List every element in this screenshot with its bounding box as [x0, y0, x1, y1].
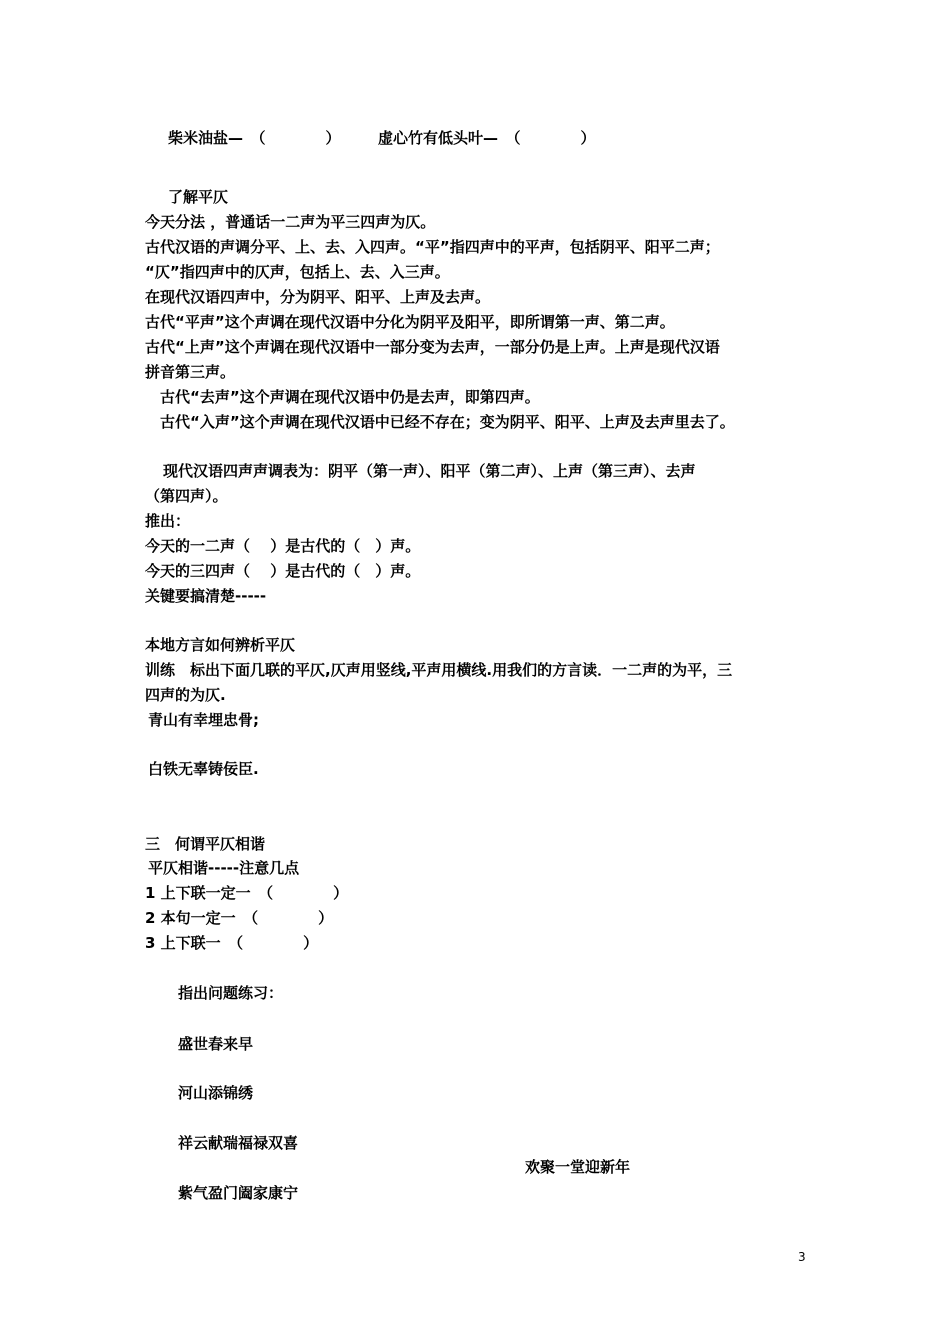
text-line: 古代“平声”这个声调在现代汉语中分化为阴平及阳平，即所谓第一声、第二声。	[145, 313, 675, 331]
fill-blank-line: 今天的三四声（ ）是古代的（ ）声。	[145, 562, 421, 580]
couplet-line: 河山添锦绣	[178, 1084, 254, 1102]
couplet-line: 欢聚一堂迎新年	[525, 1158, 631, 1176]
text-line: 现代汉语四声声调表为：阴平（第一声）、阳平（第二声）、上声（第三声）、去声	[163, 462, 696, 480]
page-number: 3	[798, 1250, 806, 1264]
section-heading-pingze: 了解平仄	[168, 188, 229, 206]
section-heading-harmony: 三 何谓平仄相谐	[145, 835, 266, 853]
fill-blank-line: 3 上下联一 （ ）	[145, 934, 319, 952]
text-line: 关键要搞清楚-----	[145, 587, 267, 605]
text-line: 拼音第三声。	[145, 363, 236, 381]
text-line: 古代“入声”这个声调在现代汉语中已经不存在；变为阴平、阳平、上声及去声里去了。	[160, 413, 735, 431]
couplet-line: 祥云献瑞福禄双喜	[178, 1134, 299, 1152]
couplet-line: 紫气盈门阖家康宁	[178, 1184, 299, 1202]
text-line: 推出：	[145, 512, 191, 530]
text-line: 古代汉语的声调分平、上、去、入四声。“平”指四声中的平声，包括阴平、阳平二声；	[145, 238, 720, 256]
text-line: 在现代汉语四声中，分为阴平、阳平、上声及去声。	[145, 288, 491, 306]
text-line: 古代“去声”这个声调在现代汉语中仍是去声，即第四声。	[160, 388, 540, 406]
text-line: 训练 标出下面几联的平仄,仄声用竖线,平声用横线.用我们的方言读．一二声的为平，三	[145, 661, 733, 679]
text-line: 平仄相谐-----注意几点	[148, 859, 300, 877]
text-line: “仄”指四声中的仄声，包括上、去、入三声。	[145, 263, 450, 281]
fill-blank-line: 今天的一二声（ ）是古代的（ ）声。	[145, 537, 421, 555]
fill-blank-line: 2 本句一定一 （ ）	[145, 909, 334, 927]
couplet-line: 白铁无辜铸佞臣.	[148, 760, 259, 778]
couplet-line: 盛世春来早	[178, 1035, 254, 1053]
text-line: （第四声）。	[145, 487, 228, 505]
idiom-fill-line: 柴米油盐— （ ） 虚心竹有低头叶— （ ）	[168, 129, 596, 147]
couplet-line: 青山有幸埋忠骨;	[148, 711, 259, 729]
fill-blank-line: 1 上下联一定一 （ ）	[145, 884, 349, 902]
section-heading-dialect: 本地方言如何辨析平仄	[145, 636, 296, 654]
text-line: 今天分法 ，普通话一二声为平三四声为仄。	[145, 213, 436, 231]
text-line: 四声的为仄.	[145, 686, 226, 704]
text-line: 古代“上声”这个声调在现代汉语中一部分变为去声，一部分仍是上声。上声是现代汉语	[145, 338, 720, 356]
exercise-heading: 指出问题练习：	[178, 984, 284, 1002]
